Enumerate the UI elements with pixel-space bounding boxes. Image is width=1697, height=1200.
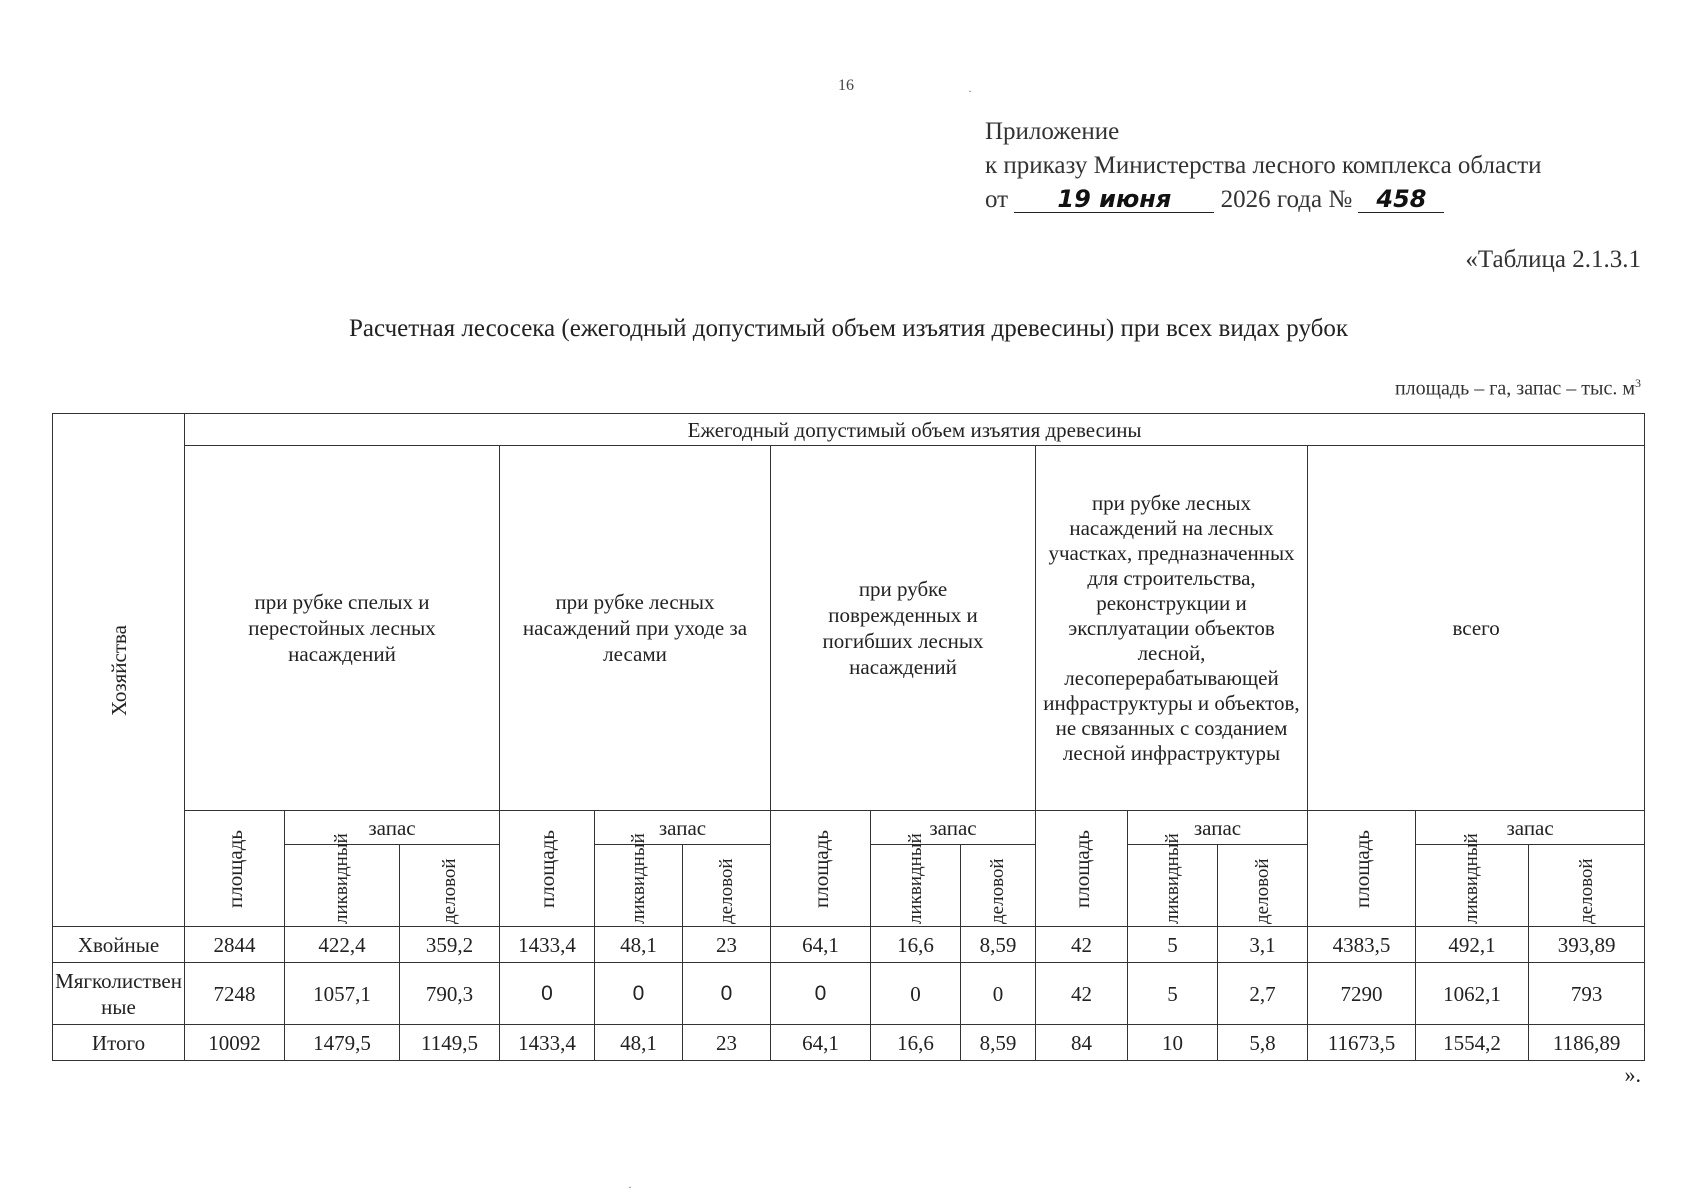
stock-col: запас <box>595 811 771 845</box>
liquid-col <box>595 832 683 927</box>
handwritten-number: 458 <box>1358 186 1444 213</box>
table-cell: 48,1 <box>595 927 683 963</box>
business-col <box>683 845 771 927</box>
scan-dot: · <box>628 1180 632 1194</box>
table-cell: 3,1 <box>1218 927 1308 963</box>
handwritten-date: 19 июня <box>1014 186 1214 213</box>
table-cell: 7248 <box>185 963 285 1025</box>
business-col <box>1218 845 1308 927</box>
table-cell: 0 <box>961 963 1036 1025</box>
area-col <box>185 811 285 927</box>
table-cell: 64,1 <box>771 1025 871 1061</box>
page-number: 16 <box>838 77 854 94</box>
table-cell: 393,89 <box>1529 927 1645 963</box>
table-cell: 1433,4 <box>500 1025 595 1061</box>
liquid-label: ликвидный <box>1161 832 1183 924</box>
table-cell: 84 <box>1036 1025 1128 1061</box>
business-label: деловой <box>715 857 737 924</box>
header-farm <box>53 414 185 927</box>
table-cell: 5,8 <box>1218 1025 1308 1061</box>
table-cell: 2844 <box>185 927 285 963</box>
year-text: 2026 года № <box>1220 186 1353 213</box>
area-label: площадь <box>222 829 247 908</box>
area-col <box>1036 811 1128 927</box>
header-group-construction: при рубке лесных насаждений на лесных участках, предназначенных для строительства, реконструкции и эксплуатации объектов лесной, лесоперерабатывающей инфраструктуры и объектов, не связанных с созданием лесной инфраструктуры <box>1036 446 1308 811</box>
business-label: деловой <box>1575 857 1597 924</box>
table-cell: 1433,4 <box>500 927 595 963</box>
liquid-label: ликвидный <box>627 832 649 924</box>
table-cell: 0 <box>683 963 771 1025</box>
table-body <box>53 927 1645 1061</box>
header-group-care: при рубке лесных насаждений при уходе за лесами <box>500 446 771 811</box>
header-group-total: всего <box>1308 446 1645 811</box>
area-col <box>771 811 871 927</box>
header-group-damaged: при рубке поврежденных и погибших лесных насаждений <box>771 446 1036 811</box>
liquid-col <box>1128 832 1218 927</box>
table-cell: 422,4 <box>285 927 400 963</box>
table-cell: 23 <box>683 927 771 963</box>
header-main: Ежегодный допустимый объем изъятия древесины <box>185 414 1645 446</box>
liquid-label: ликвидный <box>1461 832 1482 924</box>
header-group-mature: при рубке спелых и перестойных лесных насаждений <box>185 446 500 811</box>
date-prefix: от <box>985 186 1009 213</box>
stock-col: запас <box>1416 811 1645 845</box>
units-note <box>1395 376 1641 401</box>
document-title: Расчетная лесосека (ежегодный допустимый объем изъятия древесины) при всех видах рубок <box>348 315 1349 342</box>
liquid-label: ликвидный <box>331 832 352 924</box>
units-superscript: 3 <box>1635 376 1641 390</box>
table-cell: 42 <box>1036 927 1128 963</box>
stock-col: запас <box>1128 811 1308 845</box>
liquid-col <box>1416 832 1529 927</box>
table-cell: 2,7 <box>1218 963 1308 1025</box>
liquid-col <box>285 832 400 927</box>
area-label: площадь <box>535 829 559 908</box>
business-col <box>400 845 500 927</box>
table-cell: 1062,1 <box>1416 963 1529 1025</box>
table-cell: 359,2 <box>400 927 500 963</box>
business-label: деловой <box>987 857 1008 924</box>
header-row-1 <box>53 414 1645 446</box>
table-cell: 793 <box>1529 963 1645 1025</box>
business-col <box>961 845 1036 927</box>
appendix-line1: Приложение <box>985 118 1120 145</box>
table-cell: 0 <box>500 963 595 1025</box>
table-cell: 492,1 <box>1416 927 1529 963</box>
table-cell: 48,1 <box>595 1025 683 1061</box>
table-cell: 0 <box>595 963 683 1025</box>
table-cell: 42 <box>1036 963 1128 1025</box>
logging-table <box>52 413 1645 1061</box>
appendix-date-line <box>985 183 1542 217</box>
area-label: площадь <box>1349 829 1374 908</box>
scan-dot: · <box>968 84 972 98</box>
table-cell: 64,1 <box>771 927 871 963</box>
table-row <box>53 1025 1645 1061</box>
table-cell: 7290 <box>1308 963 1416 1025</box>
area-label: площадь <box>808 829 833 908</box>
stock-col: запас <box>871 811 1036 845</box>
row-name: Мягколиственные <box>53 963 185 1025</box>
liquid-label: ликвидный <box>904 832 926 924</box>
table-cell: 0 <box>771 963 871 1025</box>
business-col <box>1529 845 1645 927</box>
business-label: деловой <box>438 857 460 924</box>
table-cell: 0 <box>871 963 961 1025</box>
area-col <box>1308 811 1416 927</box>
table-cell: 1057,1 <box>285 963 400 1025</box>
table-cell: 5 <box>1128 963 1218 1025</box>
closing-quote: ». <box>1624 1062 1641 1087</box>
table-cell: 8,59 <box>961 927 1036 963</box>
table-cell: 1479,5 <box>285 1025 400 1061</box>
table-row <box>53 927 1645 963</box>
table-cell: 790,3 <box>400 963 500 1025</box>
table-cell: 10092 <box>185 1025 285 1061</box>
liquid-col <box>871 832 961 927</box>
table-number: «Таблица 2.1.3.1 <box>1465 246 1641 273</box>
appendix-line2: к приказу Министерства лесного комплекса области <box>985 152 1542 179</box>
table-cell: 16,6 <box>871 1025 961 1061</box>
table-cell: 1149,5 <box>400 1025 500 1061</box>
area-col <box>500 811 595 927</box>
units-text: площадь – га, запас – тыс. м <box>1394 377 1635 400</box>
table-cell: 10 <box>1128 1025 1218 1061</box>
table-cell: 16,6 <box>871 927 961 963</box>
row-name: Хвойные <box>53 927 185 963</box>
table-cell: 11673,5 <box>1308 1025 1416 1061</box>
stock-col: запас <box>285 811 500 845</box>
appendix-header <box>985 115 1542 217</box>
table-cell: 4383,5 <box>1308 927 1416 963</box>
header-row-3 <box>53 811 1645 845</box>
business-label: деловой <box>1251 857 1273 924</box>
table-row <box>53 963 1645 1025</box>
table-cell: 5 <box>1128 927 1218 963</box>
table-cell: 1554,2 <box>1416 1025 1529 1061</box>
header-row-2 <box>53 446 1645 811</box>
table-cell: 1186,89 <box>1529 1025 1645 1061</box>
table-cell: 23 <box>683 1025 771 1061</box>
table-cell: 8,59 <box>961 1025 1036 1061</box>
header-farm-label: Хозяйства <box>106 624 131 716</box>
row-name: Итого <box>53 1025 185 1061</box>
area-label: площадь <box>1069 829 1094 908</box>
